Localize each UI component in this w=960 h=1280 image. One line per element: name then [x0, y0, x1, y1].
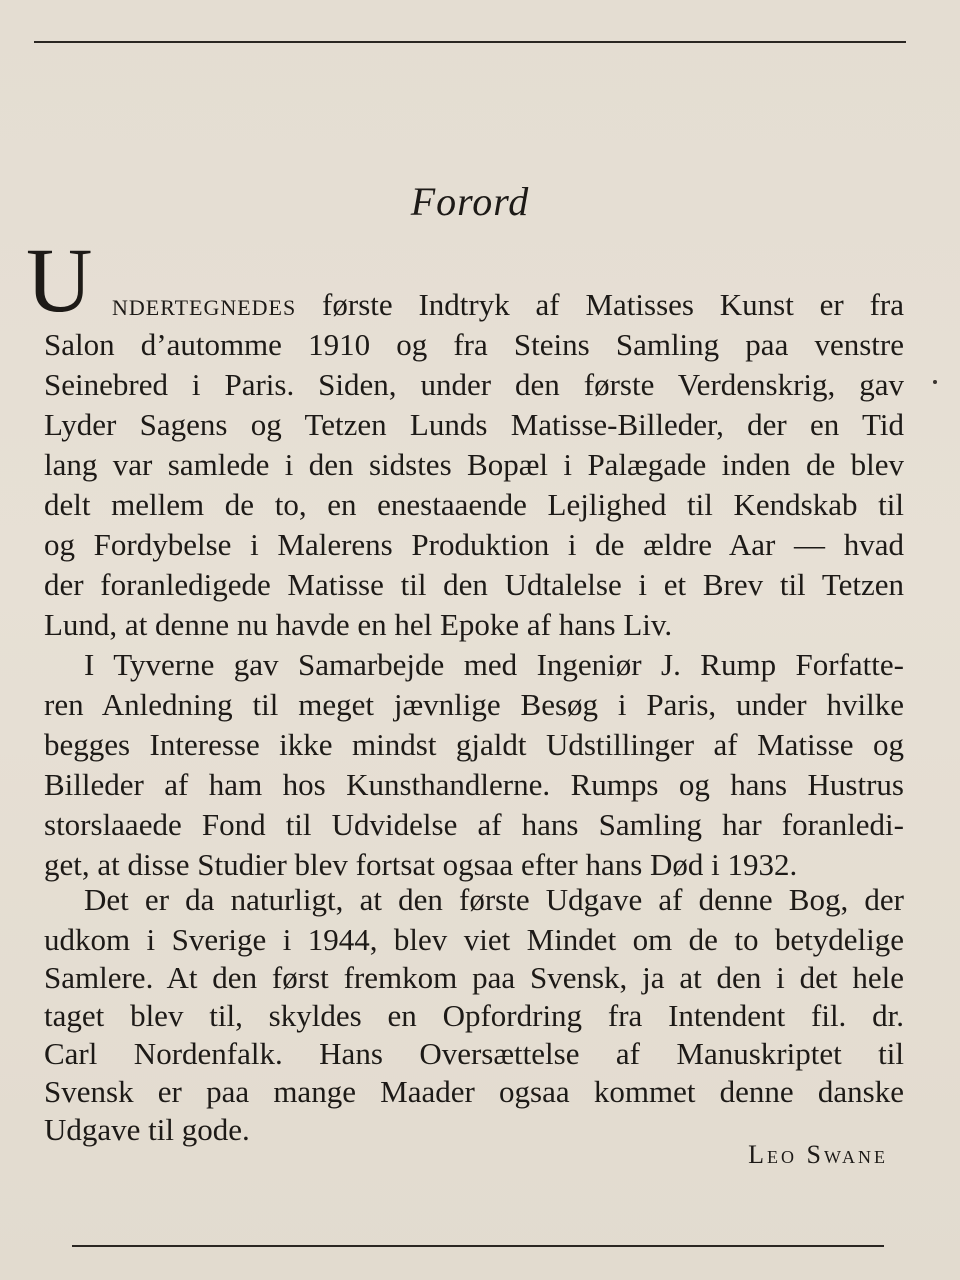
paragraph-line: Seinebred i Paris. Siden, under den første Verdenskrig, gav [44, 367, 904, 402]
paragraph-line: Samlere. At den først fremkom paa Svensk, ja at den i det hele [44, 960, 904, 995]
paragraph-line: Salon d’automme 1910 og fra Steins Samling paa venstre [44, 327, 904, 362]
first-line [112, 285, 904, 325]
paragraph-line: I Tyverne gav Samarbejde med Ingeniør J. Rump Forfatte- [84, 647, 904, 682]
first-line-rest: første Indtryk af Matisses Kunst er fra [296, 287, 904, 322]
paragraph-line: get, at disse Studier blev fortsat ogsaa efter hans Død i 1932. [44, 847, 798, 882]
paragraph-line: Lund, at denne nu havde en hel Epoke af hans Liv. [44, 607, 673, 642]
top-rule [34, 41, 906, 43]
paragraph-line: udkom i Sverige i 1944, blev viet Mindet om de to betydelige [44, 922, 904, 957]
bottom-rule [72, 1245, 884, 1247]
paragraph-line: begges Interesse ikke mindst gjaldt Udstillinger af Matisse og [44, 727, 904, 762]
paragraph-line: Udgave til gode. [44, 1112, 250, 1147]
paragraph-line: taget blev til, skyldes en Opfordring fra Intendent fil. dr. [44, 998, 904, 1033]
paragraph-line: Lyder Sagens og Tetzen Lunds Matisse-Billeder, der en Tid [44, 407, 904, 442]
paragraph-line: og Fordybelse i Malerens Produktion i de ældre Aar — hvad [44, 527, 904, 562]
paragraph-line: Billeder af ham hos Kunsthandlerne. Rumps og hans Hustrus [44, 767, 904, 802]
paragraph-line: Det er da naturligt, at den første Udgave af denne Bog, der [84, 882, 904, 917]
paper-speck [933, 380, 937, 384]
paragraph-line: der foranledigede Matisse til den Udtalelse i et Brev til Tetzen [44, 567, 904, 602]
page-title: Forord [410, 179, 530, 224]
paragraph-line: storslaaede Fond til Udvidelse af hans Samling har foranledi- [44, 807, 904, 842]
signature: Leo Swane [748, 1140, 888, 1169]
paragraph-line: lang var samlede i den sidstes Bopæl i Palægade inden de blev [44, 447, 904, 482]
paragraph-line: delt mellem de to, en enestaaende Lejlighed til Kendskab til [44, 487, 904, 522]
paragraph-line: ren Anledning til meget jævnlige Besøg i Paris, under hvilke [44, 687, 904, 722]
drop-cap: U [26, 229, 93, 331]
first-word-smallcaps: ndertegnedes [112, 287, 297, 322]
paragraph-line: Svensk er paa mange Maader ogsaa kommet denne danske [44, 1074, 904, 1109]
paragraph-line: Carl Nordenfalk. Hans Oversættelse af Manuskriptet til [44, 1036, 904, 1071]
